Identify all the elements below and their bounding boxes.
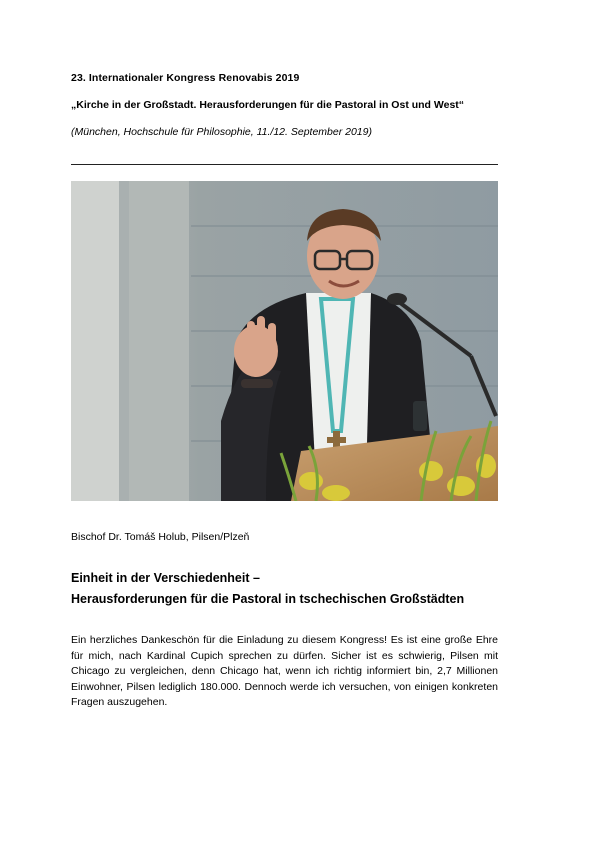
body-paragraph: Ein herzliches Dankeschön für die Einladung zu diesem Kongress! Es ist eine große Ehre für mich, nach Kardinal Cupich sprechen zu dürfen. Sicher ist es schwierig, Pilsen mit Chicago zu vergleichen, denn Chicago hat, wenn ich richtig informiert bin, 2,7 Millionen Einwohner, Pilsen lediglich 180.000. Dennoch werde ich versuchen, von einigen konkreten Fragen auszugehen. [71, 634, 498, 708]
congress-venue-date: (München, Hochschule für Philosophie, 11./12. September 2019) [71, 126, 372, 138]
congress-title: 23. Internationaler Kongress Renovabis 2019 [71, 72, 300, 84]
divider [71, 164, 498, 165]
article-subtitle: Herausforderungen für die Pastoral in tschechischen Großstädten [71, 592, 465, 606]
article-title: Einheit in der Verschiedenheit – [71, 571, 260, 585]
speaker-photo [71, 181, 498, 501]
photo-caption: Bischof Dr. Tomáš Holub, Pilsen/Plzeň [71, 531, 250, 543]
congress-theme: „Kirche in der Großstadt. Herausforderungen für die Pastoral in Ost und West“ [71, 99, 465, 111]
